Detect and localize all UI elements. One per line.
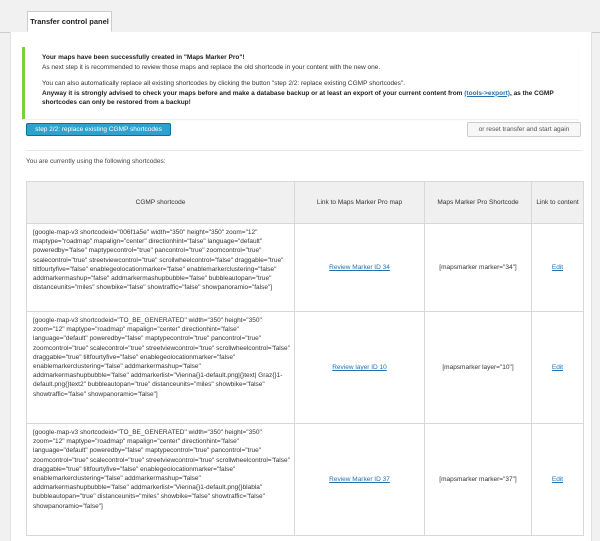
success-notice xyxy=(22,47,578,119)
replace-shortcodes-button[interactable]: step 2/2: replace existing CGMP shortcodes xyxy=(26,123,171,136)
review-marker-link[interactable]: Review Marker ID 37 xyxy=(329,476,390,483)
pro-shortcode-cell: [mapsmarker layer="10"] xyxy=(425,312,532,424)
edit-link[interactable]: Edit xyxy=(551,476,564,483)
tab-bar xyxy=(0,0,600,33)
notice-heading: Your maps have been successfully created in "Maps Marker Pro"! xyxy=(42,54,245,61)
edit-cell xyxy=(532,224,584,312)
edit-link[interactable]: Edit xyxy=(551,364,564,371)
table-row xyxy=(27,224,584,312)
cgmp-shortcode-cell xyxy=(27,312,295,424)
notice-backup-warning: Anyway it is strongly advised to check your maps before and make a database backup or at least an export of your current content from xyxy=(42,89,463,97)
edit-link[interactable]: Edit xyxy=(551,264,564,271)
pro-shortcode-cell: [mapsmarker marker="37"] xyxy=(425,424,532,536)
header-pro-shortcode: Maps Marker Pro Shortcode xyxy=(425,182,532,224)
cgmp-shortcode-cell xyxy=(27,224,295,312)
table-header-row xyxy=(27,182,584,224)
header-link-to-content: Link to content xyxy=(532,182,584,224)
cgmp-shortcode-text: [google-map-v3 shortcodeid="TO_BE_GENERATED" width="350" height="350" zoom="12" maptype="roadmap" mapalign="center" directionhint="false" language="default" poweredby="false" maptypecontrol="true" pancontrol="true" zoomcontrol="true" scalecontrol="true" streetviewcontrol="true" scrollwheelcontrol="false" draggable="true" tiltfourtyfive="false" enablegeolocationmarker="false" enablemarkerclustering="false" addmarkermashup="false" addmarkermashupbubble="false" addmarkerlist="Vienna{}1-default.png{}blabla" bubbleautopan="true" distanceunits="miles" showbike="false" showtraffic="false" showpanoramio="false"] xyxy=(33,429,290,510)
cgmp-shortcode-text: [google-map-v3 shortcodeid="TO_BE_GENERATED" width="350" height="350" zoom="12" maptype="roadmap" mapalign="center" directionhint="false" language="default" poweredby="false" maptypecontrol="true" pancontrol="true" zoomcontrol="true" scalecontrol="true" streetviewcontrol="true" scrollwheelcontrol="false" draggable="true" tiltfourtyfive="false" enablegeolocationmarker="false" enablemarkerclustering="false" addmarkermashup="false" addmarkermashupbubble="false" addmarkerlist="Vienna{}1-default.png|{}text| Graz{}1-default.png{}text2" bubbleautopan="true" distanceunits="miles" showbike="false" showtraffic="false" showpanoramio="false"] xyxy=(33,317,290,398)
notice-next-step: As next step it is recommended to review those maps and replace the old shortcode in your content with the new one. xyxy=(42,63,381,71)
pro-shortcode-cell: [mapsmarker marker="34"] xyxy=(425,224,532,312)
header-cgmp-shortcode: CGMP shortcode xyxy=(27,182,295,224)
review-link-cell xyxy=(295,424,425,536)
review-link-cell xyxy=(295,224,425,312)
notice-backup-warning-end: , as the CGMP shortcodes can only be restored from a backup! xyxy=(42,89,554,106)
edit-cell xyxy=(532,312,584,424)
tab-transfer-control-panel[interactable]: Transfer control panel xyxy=(27,11,112,32)
table-row xyxy=(27,312,584,424)
shortcodes-table xyxy=(26,181,584,536)
shortcodes-intro: You are currently using the following shortcodes: xyxy=(26,158,166,165)
reset-transfer-button[interactable]: or reset transfer and start again xyxy=(467,122,581,137)
cgmp-shortcode-cell xyxy=(27,424,295,536)
divider xyxy=(26,150,582,151)
review-layer-link[interactable]: Review layer ID 10 xyxy=(332,364,387,371)
review-marker-link[interactable]: Review Marker ID 34 xyxy=(329,264,390,271)
table-row xyxy=(27,424,584,536)
review-link-cell xyxy=(295,312,425,424)
edit-cell xyxy=(532,424,584,536)
header-link-to-map: Link to Maps Marker Pro map xyxy=(295,182,425,224)
tools-export-link[interactable]: (tools->export) xyxy=(464,89,510,97)
cgmp-shortcode-text: [google-map-v3 shortcodeid="006f1a5e" width="350" height="350" zoom="12" maptype="roadmap" mapalign="center" directionhint="false" language="default" poweredby="false" maptypecontrol="true" pancontrol="true" zoomcontrol="true" scalecontrol="true" streetviewcontrol="true" scrollwheelcontrol="false" draggable="true" tiltfourtyfive="false" enablegeolocationmarker="false" enablemarkerclustering="false" addmarkermashup="false" addmarkermashupbubble="false" bubbleautopan="true" distanceunits="miles" showbike="false" showtraffic="false" showpanoramio="false"] xyxy=(33,229,284,292)
notice-auto-replace: You can also automatically replace all existing shortcodes by clicking the button "step 2/2: replace existing CGMP shortcodes". xyxy=(42,80,406,87)
